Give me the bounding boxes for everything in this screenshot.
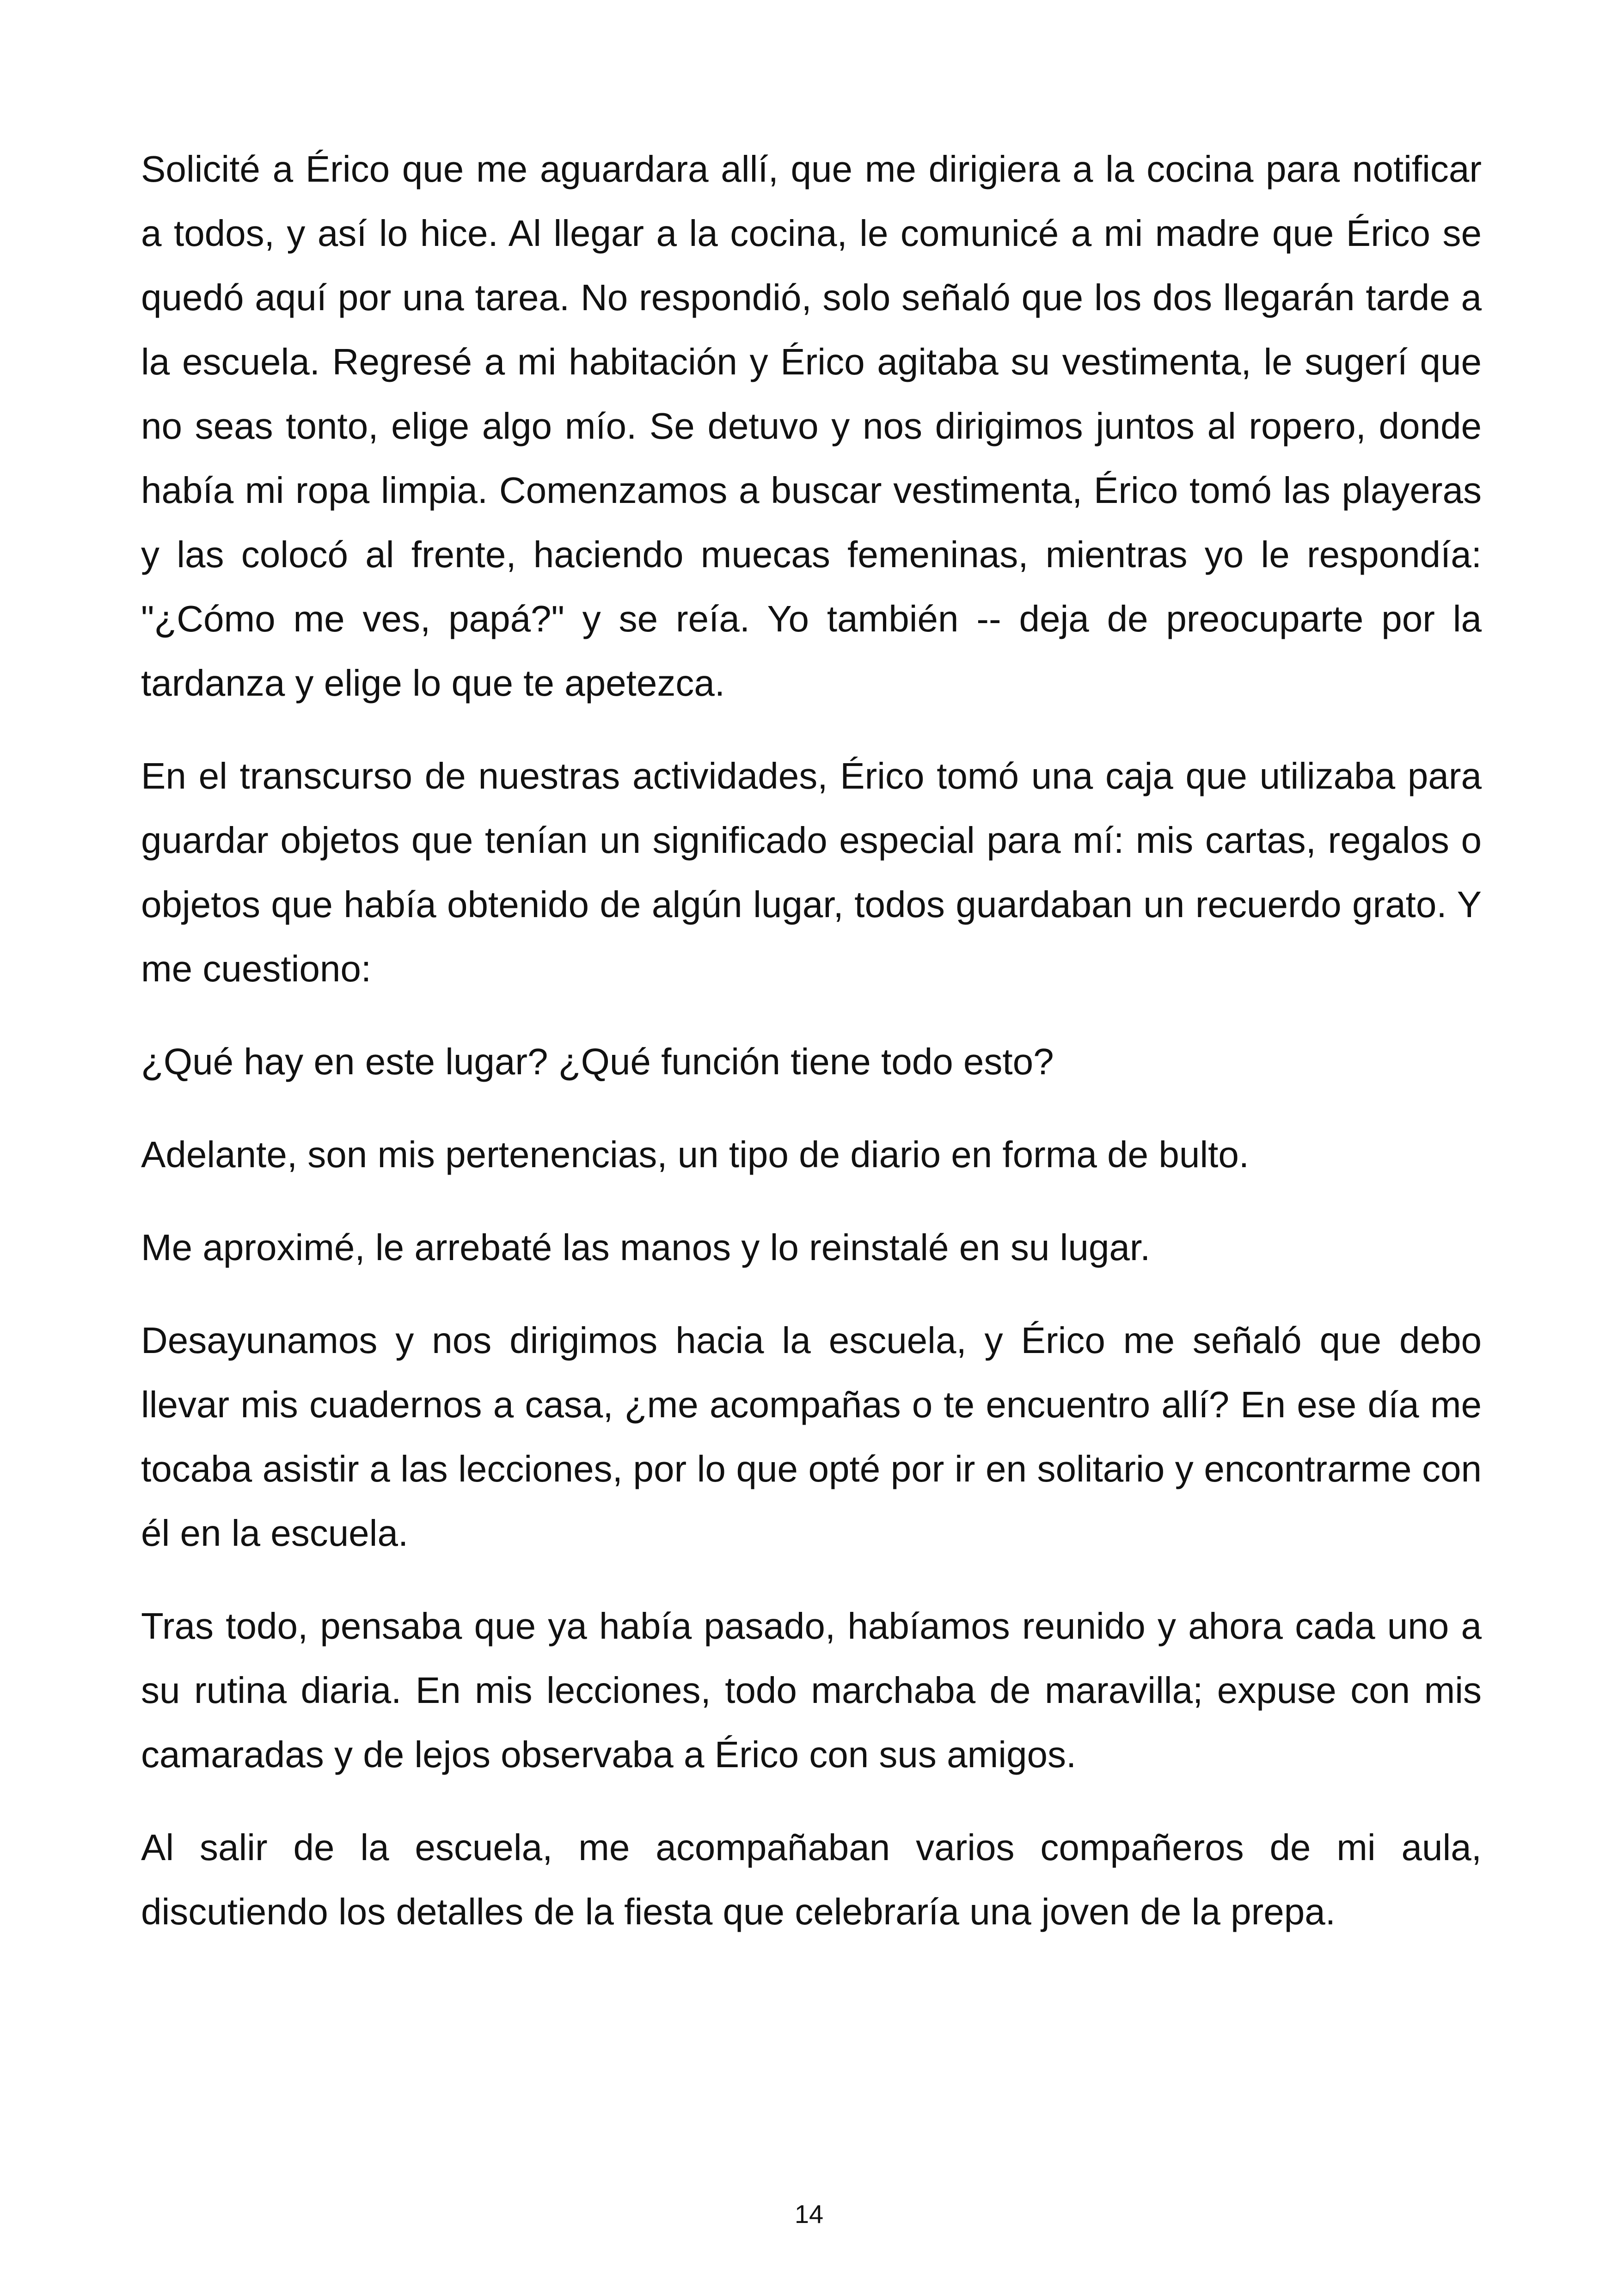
paragraph-4: Adelante, son mis pertenencias, un tipo de diario en forma de bulto. — [141, 1134, 1250, 1175]
paragraph-5: Me aproximé, le arrebaté las manos y lo reinstalé en su lugar. — [141, 1227, 1151, 1268]
paragraph-3: ¿Qué hay en este lugar? ¿Qué función tiene todo esto? — [141, 1041, 1054, 1082]
page-body-text — [141, 137, 1482, 1972]
paragraph-8: Al salir de la escuela, me acompañaban varios compañeros de mi aula, discutiendo los detalles de la fiesta que celebraría una joven de la prepa. — [141, 1827, 1482, 1932]
paragraph-7: Tras todo, pensaba que ya había pasado, habíamos reunido y ahora cada uno a su rutina diaria. En mis lecciones, todo marchaba de maravilla; expuse con mis camaradas y de lejos observaba a Érico con sus amigos. — [141, 1605, 1482, 1775]
paragraph-2: En el transcurso de nuestras actividades, Érico tomó una caja que utilizaba para guardar objetos que tenían un significado especial para mí: mis cartas, regalos o objetos que había obtenido de algún lugar, todos guardaban un recuerdo grato. Y me cuestiono: — [141, 755, 1482, 989]
paragraph-6: Desayunamos y nos dirigimos hacia la escuela, y Érico me señaló que debo llevar mis cuadernos a casa, ¿me acompañas o te encuentro allí? En ese día me tocaba asistir a las lecciones, por lo que opté por ir en solitario y encontrarme con él en la escuela. — [141, 1320, 1482, 1554]
paragraph-1: Solicité a Érico que me aguardara allí, que me dirigiera a la cocina para notificar a todos, y así lo hice. Al llegar a la cocina, le comunicé a mi madre que Érico se quedó aquí por una tarea. No respondió, solo señaló que los dos llegarán tarde a la escuela. Regresé a mi habitación y Érico agitaba su vestimenta, le sugerí que no seas tonto, elige algo mío. Se detuvo y nos dirigimos juntos al ropero, donde había mi ropa limpia. Comenzamos a buscar vestimenta, Érico tomó las playeras y las colocó al frente, haciendo muecas femeninas, mientras yo le respondía: "¿Cómo me ves, papá?" y se reía. Yo también -- deja de preocuparte por la tardanza y elige lo que te apetezca. — [141, 148, 1482, 704]
page-number: 14 — [794, 2199, 824, 2229]
